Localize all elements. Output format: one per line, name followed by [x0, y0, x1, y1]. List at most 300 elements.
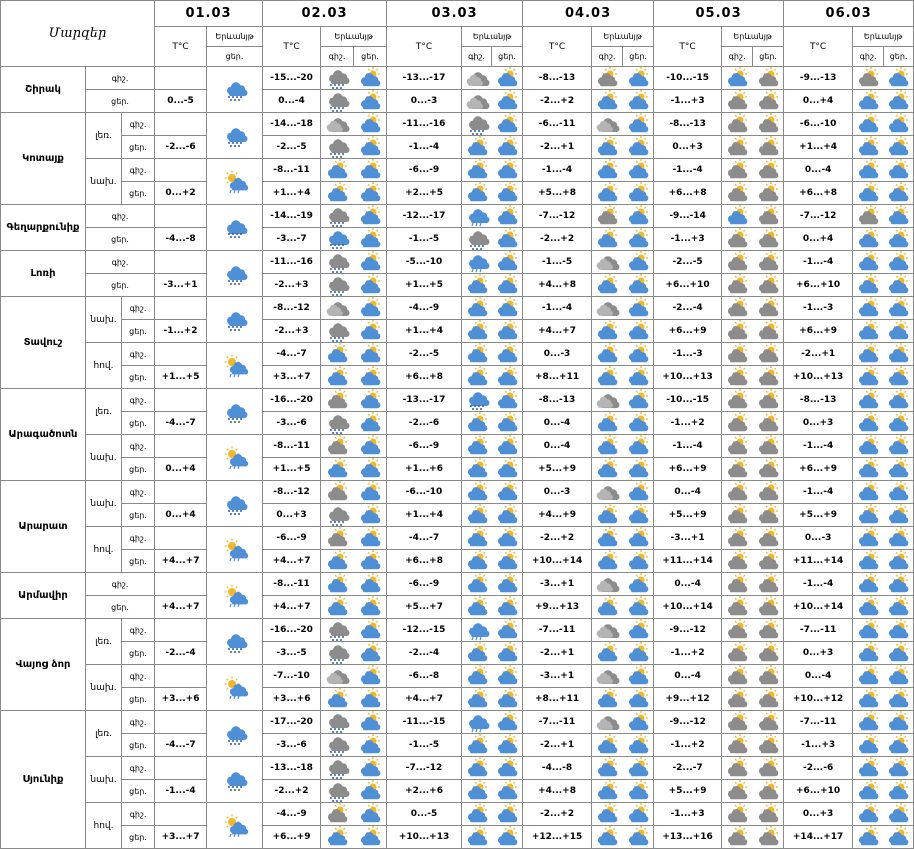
partly-cloudy-dim-icon [722, 458, 784, 481]
temp-cell: +4...+7 [387, 688, 462, 711]
temp-cell: -4...-7 [387, 527, 462, 550]
partly-cloudy-icon [853, 389, 914, 412]
temp-cell-empty [155, 159, 207, 182]
temp-cell: -11...-15 [387, 711, 462, 734]
temp-cell: -8...-11 [263, 159, 321, 182]
sun-cloud-shower-icon [207, 803, 263, 849]
temp-cell: -11...-16 [263, 251, 321, 274]
time-of-day-label: գիշ. [122, 803, 155, 826]
temp-cell: -1...+2 [654, 734, 722, 757]
temp-cell-empty [155, 251, 207, 274]
temp-cell: -2...-6 [784, 757, 853, 780]
time-of-day-label: գիշ. [86, 205, 155, 228]
partly-cloudy-dim-icon [722, 366, 784, 389]
region-name: Վայոց ձոր [1, 619, 86, 711]
forecast-row [1, 504, 914, 527]
temp-cell: -1...-4 [523, 297, 592, 320]
time-of-day-label: գիշ. [122, 297, 155, 320]
temp-cell: -8...-11 [263, 435, 321, 458]
temp-cell: -1...-3 [784, 297, 853, 320]
temp-cell: -10...-15 [654, 389, 722, 412]
temp-cell: 0...-4 [784, 665, 853, 688]
temp-cell: +6...+9 [263, 826, 321, 849]
partly-cloudy-dim-icon [853, 205, 914, 228]
temp-cell: +5...+9 [784, 504, 853, 527]
temp-cell: +12...+15 [523, 826, 592, 849]
partly-cloudy-icon [462, 642, 523, 665]
day-column-header: ցեր. [753, 47, 784, 67]
partly-cloudy-icon [592, 274, 654, 297]
partly-cloudy-dim-icon [722, 297, 784, 320]
region-name: Կոտայք [1, 113, 86, 205]
partly-cloudy-icon [722, 205, 784, 228]
partly-cloudy-icon [462, 320, 523, 343]
temp-cell: +3...+6 [155, 688, 207, 711]
cloud-icon [592, 297, 654, 320]
temp-cell: -1...-4 [387, 136, 462, 159]
temp-cell: +1...+5 [387, 274, 462, 297]
partly-cloudy-dim-icon [722, 136, 784, 159]
date-header: 04.03 [523, 1, 654, 27]
day-column-header: ցեր. [884, 47, 914, 67]
day-column-header: ցեր. [492, 47, 523, 67]
temp-cell: -2...+1 [523, 734, 592, 757]
temp-cell: +5...+7 [387, 596, 462, 619]
partly-cloudy-icon [853, 136, 914, 159]
snow-cloud-icon [321, 642, 387, 665]
sun-cloud-shower-icon [207, 573, 263, 619]
temp-cell: -13...-17 [387, 389, 462, 412]
temp-cell-empty [155, 527, 207, 550]
temp-cell: +14...+17 [784, 826, 853, 849]
temp-cell: +6...+9 [784, 320, 853, 343]
partly-cloudy-icon [321, 688, 387, 711]
zone-label: լեռ. [86, 711, 122, 757]
region-name: Արմավիր [1, 573, 86, 619]
snow-cloud-icon [321, 251, 387, 274]
partly-cloudy-icon [592, 412, 654, 435]
temp-cell: -5...-10 [387, 251, 462, 274]
temp-cell: +9...+13 [523, 596, 592, 619]
snow-cloud-icon [321, 320, 387, 343]
snow-cloud-icon [321, 136, 387, 159]
temp-cell: -7...-11 [784, 619, 853, 642]
temp-cell-empty [155, 435, 207, 458]
temp-cell: +9...+12 [654, 688, 722, 711]
partly-cloudy-icon [853, 826, 914, 849]
partly-cloudy-dim-icon [722, 527, 784, 550]
temp-cell: -8...-13 [523, 67, 592, 90]
forecast-row [1, 688, 914, 711]
temp-cell: 0...-4 [654, 573, 722, 596]
partly-cloudy-icon [592, 550, 654, 573]
partly-cloudy-dim-icon [722, 711, 784, 734]
temp-cell: -2...-5 [387, 343, 462, 366]
partly-cloudy-dim-icon [722, 182, 784, 205]
temp-cell: 0...+3 [784, 412, 853, 435]
temp-cell: +1...+4 [263, 182, 321, 205]
temp-cell: +2...+5 [387, 182, 462, 205]
temp-cell: -4...-7 [263, 343, 321, 366]
time-of-day-label: գիշ. [86, 67, 155, 90]
temp-cell-empty [155, 803, 207, 826]
temp-cell: -8...-13 [523, 389, 592, 412]
temp-cell: -3...-7 [263, 228, 321, 251]
night-column-header: գիշ. [462, 47, 492, 67]
time-of-day-label: ցեր. [122, 734, 155, 757]
temp-cell: -3...+1 [654, 527, 722, 550]
forecast-row [1, 780, 914, 803]
forecast-row [1, 90, 914, 113]
forecast-row [1, 113, 914, 136]
temp-cell: 0...+4 [784, 228, 853, 251]
temp-cell: +6...+9 [654, 458, 722, 481]
partly-cloudy-dim-icon [722, 228, 784, 251]
temp-cell: -1...+2 [654, 412, 722, 435]
partly-cloudy-dim-icon [722, 435, 784, 458]
partly-cloudy-icon [462, 550, 523, 573]
temp-cell: +6...+9 [654, 320, 722, 343]
snow-cloud-icon [321, 504, 387, 527]
partly-cloudy-icon [462, 366, 523, 389]
partly-cloudy-icon [321, 343, 387, 366]
forecast-row [1, 803, 914, 826]
partly-cloudy-icon [321, 596, 387, 619]
temp-cell: -16...-20 [263, 619, 321, 642]
region-name: Սյունիք [1, 711, 86, 849]
partly-cloudy-icon [853, 159, 914, 182]
forecast-row [1, 596, 914, 619]
temp-cell: 0...-4 [654, 665, 722, 688]
partly-cloudy-dim-icon [722, 113, 784, 136]
time-of-day-label: գիշ. [86, 573, 155, 596]
temp-cell: -4...-8 [155, 228, 207, 251]
temp-cell: +4...+9 [523, 504, 592, 527]
temp-cell: 0...-5 [387, 803, 462, 826]
forecast-row [1, 481, 914, 504]
time-of-day-label: ցեր. [122, 136, 155, 159]
temp-cell: 0...-5 [155, 90, 207, 113]
yerevan-column-header: Երևանյթ [462, 27, 523, 47]
temp-cell: 0...-3 [523, 481, 592, 504]
cloud-precip-icon [207, 711, 263, 757]
temp-cell: -1...-4 [784, 573, 853, 596]
partly-cloudy-icon [462, 412, 523, 435]
temp-cell: +4...+7 [263, 596, 321, 619]
temp-cell: -2...+1 [784, 343, 853, 366]
partly-cloudy-icon [462, 458, 523, 481]
partly-cloudy-dim-icon [321, 803, 387, 826]
cloud-icon [321, 665, 387, 688]
partly-cloudy-icon [462, 297, 523, 320]
temp-cell: 0...-3 [387, 90, 462, 113]
temp-cell: +5...+8 [523, 182, 592, 205]
temp-cell: +1...+5 [155, 366, 207, 389]
partly-cloudy-icon [321, 159, 387, 182]
temp-cell: +5...+9 [654, 504, 722, 527]
temp-cell: +6...+8 [387, 366, 462, 389]
temp-cell: -2...-5 [654, 251, 722, 274]
temp-cell: +1...+6 [387, 458, 462, 481]
time-of-day-label: գիշ. [122, 757, 155, 780]
temp-cell: +6...+8 [654, 182, 722, 205]
partly-cloudy-icon [853, 803, 914, 826]
partly-cloudy-icon [462, 274, 523, 297]
partly-cloudy-icon [462, 573, 523, 596]
temp-cell-empty [155, 67, 207, 90]
cloud-precip-icon [207, 251, 263, 297]
temp-cell: 0...+3 [784, 642, 853, 665]
time-of-day-label: ցեր. [122, 504, 155, 527]
partly-cloudy-dim-icon [722, 596, 784, 619]
partly-cloudy-icon [853, 113, 914, 136]
temp-column-header: T°C [263, 27, 321, 67]
partly-cloudy-icon [462, 596, 523, 619]
temp-cell: +2...+6 [387, 780, 462, 803]
forecast-row [1, 182, 914, 205]
temp-cell: +4...+8 [523, 274, 592, 297]
temp-cell: -3...-6 [263, 734, 321, 757]
temp-cell: -1...+3 [654, 803, 722, 826]
time-of-day-label: ցեր. [86, 90, 155, 113]
temp-cell: -7...-10 [263, 665, 321, 688]
partly-cloudy-icon [853, 251, 914, 274]
night-column-header: գիշ. [722, 47, 753, 67]
temp-cell: +4...+7 [155, 596, 207, 619]
partly-cloudy-dim-icon [722, 826, 784, 849]
temp-cell: +6...+10 [784, 780, 853, 803]
time-of-day-label: ցեր. [122, 366, 155, 389]
partly-cloudy-dim-icon [722, 803, 784, 826]
forecast-row [1, 389, 914, 412]
temp-cell: -6...-10 [387, 481, 462, 504]
forecast-row [1, 343, 914, 366]
forecast-row [1, 274, 914, 297]
partly-cloudy-dim-icon [722, 343, 784, 366]
partly-cloudy-icon [853, 665, 914, 688]
temp-cell: -9...-12 [654, 711, 722, 734]
forecast-row [1, 665, 914, 688]
temp-cell: +3...+7 [155, 826, 207, 849]
forecast-row [1, 205, 914, 228]
temp-cell: -1...-4 [784, 251, 853, 274]
temp-cell: -2...+1 [523, 136, 592, 159]
temp-cell: -7...-12 [523, 205, 592, 228]
partly-cloudy-icon [592, 688, 654, 711]
time-of-day-label: ցեր. [122, 780, 155, 803]
yerevan-column-header: Երևանյթ [722, 27, 784, 47]
partly-cloudy-icon [853, 504, 914, 527]
date-header: 05.03 [654, 1, 784, 27]
temp-cell: -6...-10 [784, 113, 853, 136]
forecast-row [1, 573, 914, 596]
cloud-icon [321, 113, 387, 136]
temp-cell: -1...+3 [784, 734, 853, 757]
region-name: Արագածոտն [1, 389, 86, 481]
sun-cloud-shower-icon [207, 435, 263, 481]
temp-cell: +1...+4 [387, 504, 462, 527]
partly-cloudy-dim-icon [722, 251, 784, 274]
partly-cloudy-dim-icon [321, 389, 387, 412]
temp-cell: -10...-15 [654, 67, 722, 90]
snow-cloud-icon [321, 67, 387, 90]
temp-cell: +8...+11 [523, 366, 592, 389]
night-column-header: գիշ. [321, 47, 354, 67]
temp-cell: 0...+4 [155, 504, 207, 527]
partly-cloudy-icon [321, 550, 387, 573]
temp-cell: -9...-14 [654, 205, 722, 228]
temp-cell: -1...+3 [654, 228, 722, 251]
partly-cloudy-dim-icon [722, 619, 784, 642]
partly-cloudy-icon [853, 527, 914, 550]
night-column-header: գիշ. [592, 47, 623, 67]
date-header: 02.03 [263, 1, 387, 27]
partly-cloudy-dim-icon [722, 665, 784, 688]
partly-cloudy-icon [592, 458, 654, 481]
temp-cell: +11...+14 [784, 550, 853, 573]
time-of-day-label: ցեր. [122, 642, 155, 665]
cloud-precip-icon [207, 389, 263, 435]
partly-cloudy-icon [592, 90, 654, 113]
temp-cell: -3...+1 [523, 573, 592, 596]
rain-cloud-icon [462, 619, 523, 642]
temp-cell: -8...-12 [263, 481, 321, 504]
date-header: 06.03 [784, 1, 914, 27]
temp-cell: -7...-11 [784, 711, 853, 734]
sun-cloud-shower-icon [207, 665, 263, 711]
partly-cloudy-icon [592, 159, 654, 182]
cloud-icon [592, 665, 654, 688]
partly-cloudy-icon [462, 665, 523, 688]
temp-cell: +10...+14 [523, 550, 592, 573]
zone-label: նախ. [86, 481, 122, 527]
partly-cloudy-icon [853, 573, 914, 596]
partly-cloudy-icon [462, 734, 523, 757]
cloud-icon [592, 573, 654, 596]
temp-cell: -2...+2 [523, 527, 592, 550]
temp-cell: 0...+4 [155, 458, 207, 481]
temp-cell: 0...+2 [155, 182, 207, 205]
temp-cell: +6...+10 [654, 274, 722, 297]
temp-cell: -2...+3 [263, 274, 321, 297]
temp-cell: -8...-13 [784, 389, 853, 412]
partly-cloudy-icon [592, 757, 654, 780]
temp-cell: +6...+8 [387, 550, 462, 573]
time-of-day-label: ցեր. [122, 458, 155, 481]
temp-cell: -2...+2 [523, 803, 592, 826]
zone-label: հով. [86, 803, 122, 849]
temp-cell: -2...-6 [387, 412, 462, 435]
partly-cloudy-icon [592, 343, 654, 366]
partly-cloudy-icon [321, 182, 387, 205]
partly-cloudy-icon [321, 573, 387, 596]
temp-cell: +3...+7 [263, 366, 321, 389]
partly-cloudy-dim-icon [722, 159, 784, 182]
zone-label: նախ. [86, 159, 122, 205]
temp-column-header: T°C [155, 27, 207, 67]
snow-icon [321, 228, 387, 251]
partly-cloudy-dim-icon [722, 642, 784, 665]
forecast-row [1, 711, 914, 734]
temp-cell: -2...-4 [155, 642, 207, 665]
partly-cloudy-dim-icon [722, 320, 784, 343]
temp-cell: -2...-5 [263, 136, 321, 159]
temp-cell-empty [155, 711, 207, 734]
temp-cell: -2...-4 [654, 297, 722, 320]
temp-cell: 0...-4 [784, 159, 853, 182]
temp-cell: 0...-4 [263, 90, 321, 113]
zone-label: նախ. [86, 665, 122, 711]
time-of-day-label: գիշ. [122, 527, 155, 550]
snow-cloud-icon [321, 734, 387, 757]
temp-cell: -1...-4 [784, 481, 853, 504]
temp-cell: 0...+3 [784, 803, 853, 826]
partly-cloudy-icon [592, 136, 654, 159]
forecast-row [1, 734, 914, 757]
night-column-header: գիշ. [853, 47, 884, 67]
partly-cloudy-icon [592, 527, 654, 550]
forecast-row [1, 527, 914, 550]
partly-cloudy-dim-icon [321, 481, 387, 504]
temp-cell-empty [155, 205, 207, 228]
temp-cell: +4...+8 [523, 780, 592, 803]
region-name: Արարատ [1, 481, 86, 573]
temp-cell: +4...+7 [263, 550, 321, 573]
cloud-icon [592, 481, 654, 504]
temp-cell: 0...-4 [523, 435, 592, 458]
partly-cloudy-dim-icon [321, 435, 387, 458]
temp-cell: +4...+7 [155, 550, 207, 573]
partly-cloudy-icon [853, 412, 914, 435]
cloud-icon [592, 113, 654, 136]
temp-cell: +6...+9 [784, 458, 853, 481]
temp-cell: -2...+2 [263, 780, 321, 803]
partly-cloudy-icon [592, 320, 654, 343]
temp-cell: -1...-5 [387, 228, 462, 251]
partly-cloudy-icon [462, 504, 523, 527]
forecast-row [1, 642, 914, 665]
snow-cloud-icon [321, 757, 387, 780]
cloud-icon [592, 251, 654, 274]
partly-cloudy-icon [592, 780, 654, 803]
partly-cloudy-dim-icon [592, 67, 654, 90]
snow-cloud-icon [321, 780, 387, 803]
partly-cloudy-dim-icon [722, 90, 784, 113]
temp-cell: -2...-4 [387, 642, 462, 665]
rain-cloud-icon [462, 251, 523, 274]
forecast-row [1, 412, 914, 435]
temp-cell: -7...-11 [523, 711, 592, 734]
day-column-header: ցեր. [207, 47, 263, 67]
forecast-row [1, 297, 914, 320]
temp-cell: 0...+3 [263, 504, 321, 527]
temp-cell: -9...-12 [654, 619, 722, 642]
cloud-precip-icon [207, 113, 263, 159]
yerevan-column-header: Երևանյթ [321, 27, 387, 47]
partly-cloudy-icon [462, 481, 523, 504]
partly-cloudy-icon [853, 734, 914, 757]
partly-cloudy-icon [853, 343, 914, 366]
partly-cloudy-dim-icon [321, 527, 387, 550]
partly-cloudy-icon [462, 826, 523, 849]
partly-cloudy-icon [592, 182, 654, 205]
time-of-day-label: գիշ. [122, 619, 155, 642]
partly-cloudy-icon [462, 435, 523, 458]
zone-label: նախ. [86, 297, 122, 343]
temp-cell: -8...-13 [654, 113, 722, 136]
sun-cloud-shower-icon [207, 159, 263, 205]
partly-cloudy-icon [853, 642, 914, 665]
